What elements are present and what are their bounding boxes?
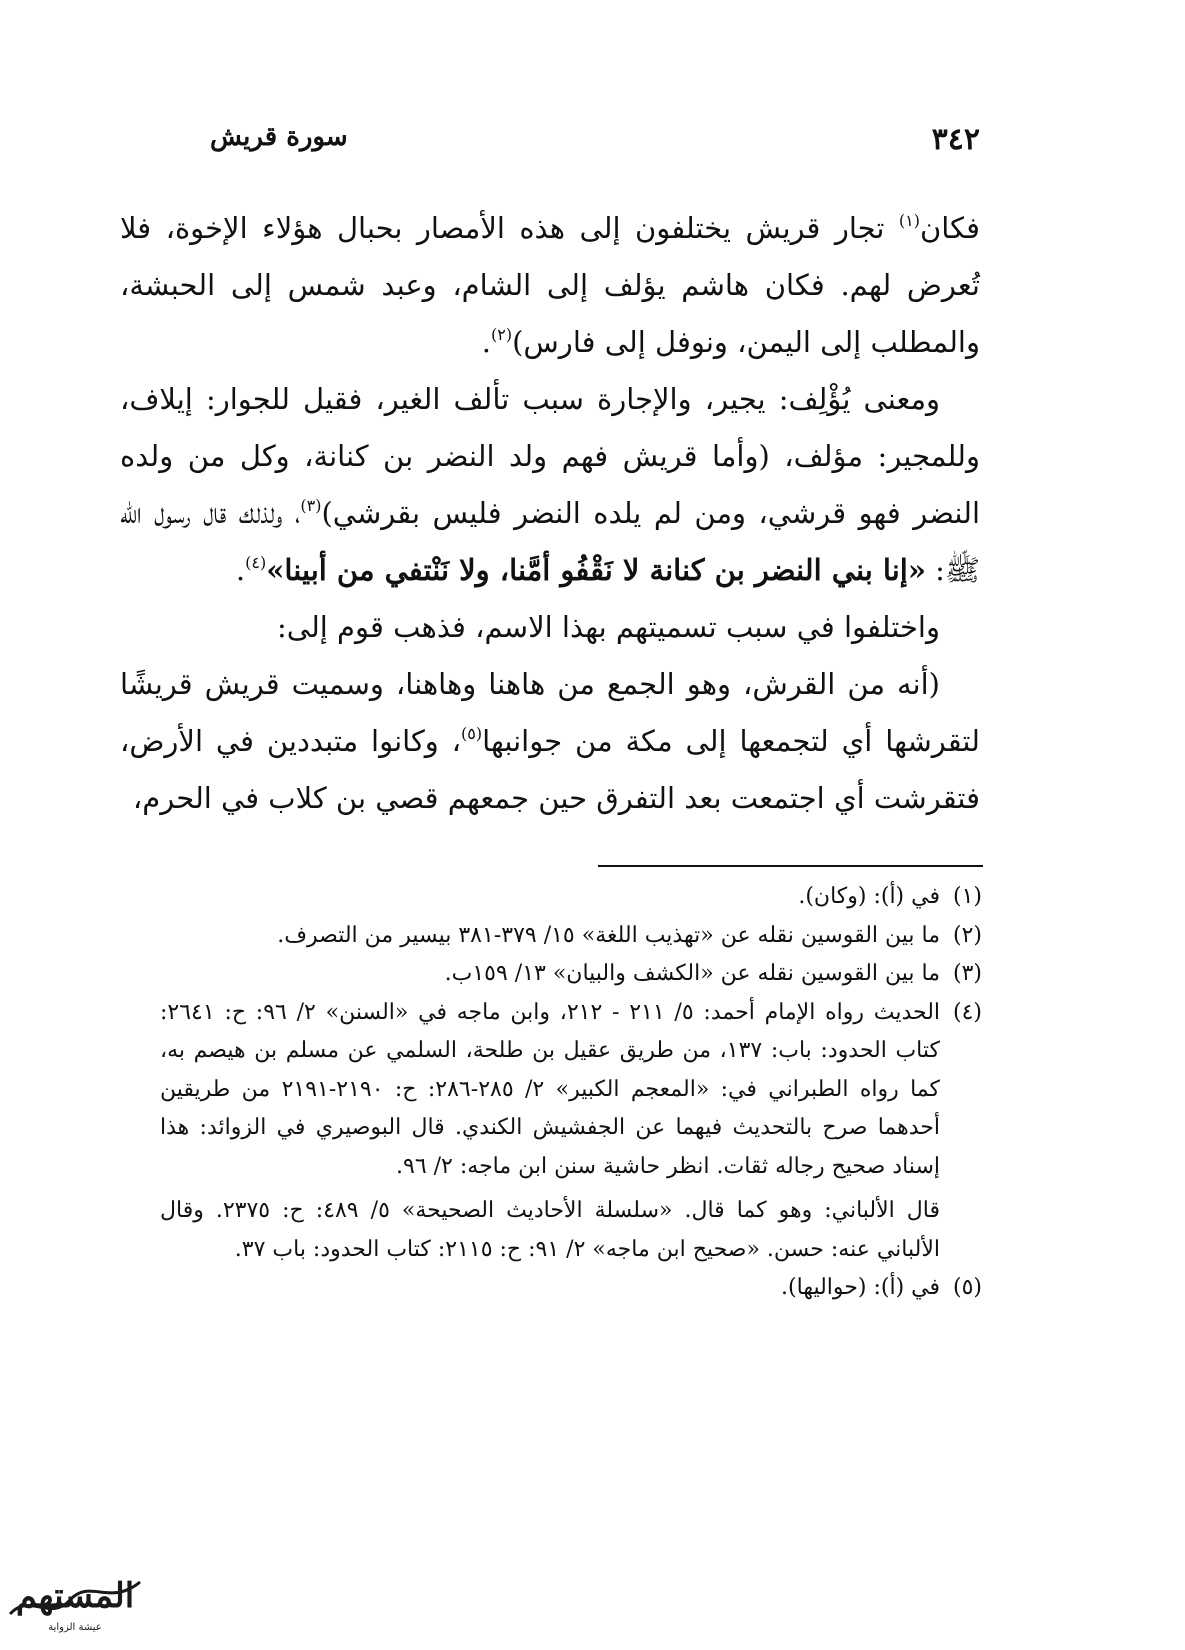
footnote-ref-2[interactable]: (٢) — [491, 325, 513, 344]
paragraph-2: ومعنى يُؤْلِف: يجير، والإجارة سبب تألف الغير، فقيل للجوار: إيلاف، وللمجير: مؤلف، (وأما قريش فهم ولد النضر بن كنانة، وكل من ولده النضر فهو قرشي، ومن لم يلده النضر فليس بقرشي)$^{(٣)}$، ولذلك قال رسول الله ﷺ: «إنا بني النضر بن كنانة لا نَقْفُو أمَّنا، ولا نَنْتفي من أبينا»$^{(٤)}$. — [120, 382, 981, 587]
footnote-3 — [160, 955, 982, 994]
footnote-ref-4[interactable]: (٤) — [245, 553, 267, 572]
footnote-text: في (أ): (وكان). — [798, 884, 940, 909]
paragraph-1: فكان$^{(١)}$ تجار قريش يختلفون إلى هذه الأمصار بحبال هؤلاء الإخوة، فلا تُعرض لهم. فكان هاشم يؤلف إلى الشام، وعبد شمس إلى الحبشة، والمطلب إلى اليمن، ونوفل إلى فارس)$^{(٢)}$. — [120, 211, 980, 359]
logo-text: المستهم — [15, 1576, 135, 1616]
footnote-2 — [160, 917, 982, 956]
paragraph-4: (أنه من القرش، وهو الجمع من هاهنا وهاهنا، وسميت قريش قريشًا لتقرشها أي لتجمعها إلى مكة من جوانبها$^{(٥)}$، وكانوا متبددين في الأرض، فتقرشت أي اجتمعت بعد التفرق حين جمعهم قصي بن كلاب في الحرم، — [120, 667, 980, 815]
footnote-number: (٣) — [952, 961, 982, 986]
footnote-text: قال الألباني: وهو كما قال. «سلسلة الأحاديث الصحيحة» ٥/ ٤٨٩: ح: ٢٣٧٥. وقال الألباني عنه: حسن. «صحيح ابن ماجه» ٢/ ٩١: ح: ٢١١٥: كتاب الحدود: باب ٣٧. — [160, 1198, 941, 1262]
footnote-text: ما بين القوسين نقله عن «تهذيب اللغة» ١٥/ ٣٧٩-٣٨١ بيسير من التصرف. — [277, 922, 940, 948]
footnote-ref-5[interactable]: (٥) — [461, 724, 483, 743]
logo-subtitle: عيشة الزواية — [48, 1622, 102, 1633]
surah-title: سورة قريش — [210, 122, 348, 152]
footnote-1 — [160, 878, 982, 917]
main-text — [120, 200, 980, 827]
hadith-quote: «إنا بني النضر بن كنانة لا نَقْفُو أمَّنا، ولا نَنْتفي من أبينا» — [266, 553, 926, 587]
footnote-5 — [160, 1269, 982, 1308]
footnote-text: الحديث رواه الإمام أحمد: ٥/ ٢١١ - ٢١٢، وابن ماجه في «السنن» ٢/ ٩٦: ح: ٢٦٤١: كتاب الحدود: باب: ١٣٧، من طريق عقيل بن طلحة، السلمي عن مسلم بن هيصم به، كما رواه الطبراني في: «المعجم الكبير» ٢/ ٢٨٥-٢٨٦: ح: ٢١٩٠-٢١٩١ من طريقين أحدهما صرح بالتحديث فيهما عن الجفشيش الكندي. قال البوصيري في الزوائد: هذا إسناد صحيح رجاله ثقات. انظر حاشية سنن ابن ماجه: ٢/ ٩٦. — [160, 999, 941, 1179]
footnotes-section — [160, 878, 982, 1308]
paragraph-3: واختلفوا في سبب تسميتهم بهذا الاسم، فذهب قوم إلى: — [277, 610, 940, 644]
page-header — [210, 122, 980, 172]
footnote-text: في (أ): (حواليها). — [781, 1275, 940, 1300]
publisher-logo — [0, 1552, 150, 1642]
footnote-number: (١) — [952, 884, 982, 909]
footnote-number: (٥) — [952, 1275, 982, 1300]
footnote-text: ما بين القوسين نقله عن «الكشف والبيان» ١٣/ ١٥٩ب. — [444, 961, 940, 986]
page-number: ٣٤٢ — [931, 122, 980, 157]
footnote-4-continued — [160, 1192, 982, 1269]
footnote-ref-3[interactable]: (٣) — [300, 496, 322, 515]
footnote-ref-1[interactable]: (١) — [898, 211, 920, 230]
footnote-number: (٢) — [952, 922, 982, 948]
footnote-number: (٤) — [952, 999, 982, 1025]
footnote-separator — [598, 865, 983, 867]
footnote-4 — [160, 994, 982, 1187]
